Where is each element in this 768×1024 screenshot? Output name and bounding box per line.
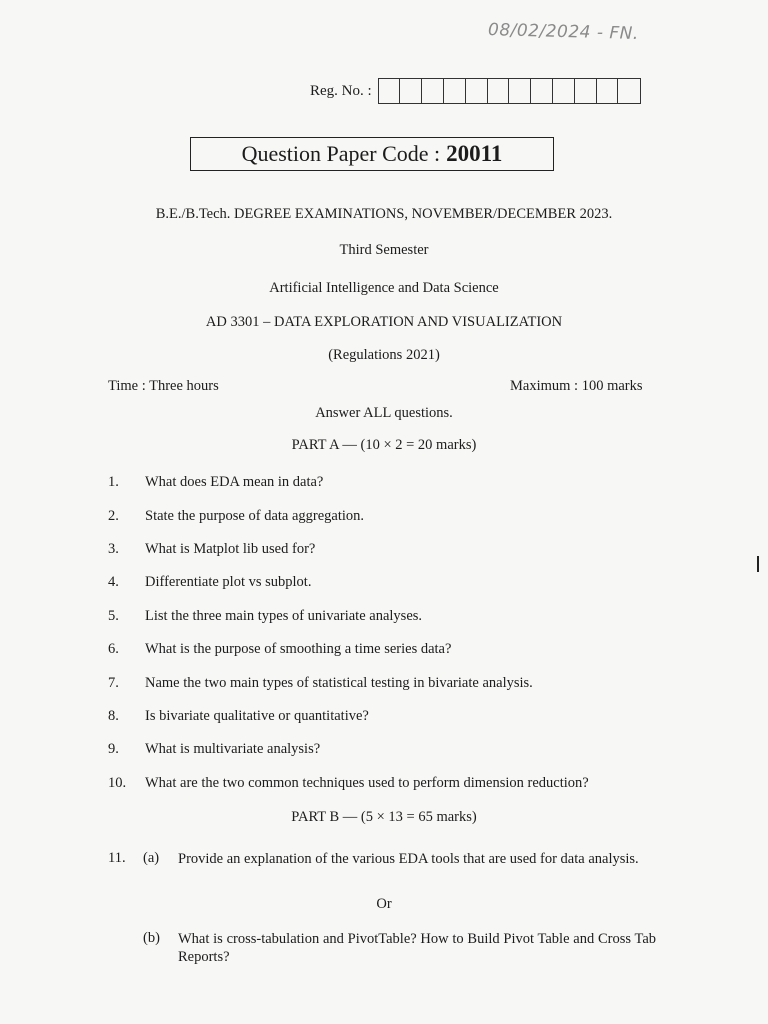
option-b-label: (b) bbox=[143, 930, 160, 946]
semester: Third Semester bbox=[339, 242, 429, 258]
question-text: Is bivariate qualitative or quantitative? bbox=[145, 708, 369, 724]
question-number: 8. bbox=[108, 708, 119, 724]
question-text: List the three main types of univariate analyses. bbox=[145, 608, 423, 624]
reg-digit-box bbox=[553, 79, 575, 103]
question-number: 10. bbox=[108, 775, 127, 791]
regulations: (Regulations 2021) bbox=[328, 347, 440, 363]
reg-digit-box bbox=[488, 79, 510, 103]
margin-mark bbox=[757, 556, 759, 572]
question-text: What is Matplot lib used for? bbox=[145, 541, 316, 557]
reg-digit-box bbox=[531, 79, 553, 103]
reg-digit-box bbox=[466, 79, 488, 103]
option-a-text: Provide an explanation of the various EDA tools that are used for data analysis. bbox=[178, 851, 639, 867]
exam-title: B.E./B.Tech. DEGREE EXAMINATIONS, NOVEMBER/DECEMBER 2023. bbox=[155, 206, 613, 222]
reg-digit-box bbox=[422, 79, 444, 103]
question-text: Name the two main types of statistical testing in bivariate analysis. bbox=[145, 675, 533, 691]
question-text: What is the purpose of smoothing a time series data? bbox=[145, 641, 452, 657]
question-number: 3. bbox=[108, 541, 119, 557]
maximum-marks: Maximum : 100 marks bbox=[510, 378, 643, 394]
time-allowed: Time : Three hours bbox=[108, 378, 219, 394]
question-paper-code-box bbox=[190, 137, 554, 171]
reg-number-boxes bbox=[378, 78, 642, 104]
question-text: State the purpose of data aggregation. bbox=[145, 508, 365, 524]
question-number: 9. bbox=[108, 741, 119, 757]
question-number: 6. bbox=[108, 641, 119, 657]
reg-digit-box bbox=[597, 79, 619, 103]
question-number: 5. bbox=[108, 608, 119, 624]
reg-digit-box bbox=[379, 79, 401, 103]
department: Artificial Intelligence and Data Science bbox=[269, 280, 499, 296]
part-b-title: PART B — (5 × 13 = 65 marks) bbox=[291, 809, 477, 825]
question-text: What does EDA mean in data? bbox=[145, 474, 324, 490]
reg-digit-box bbox=[509, 79, 531, 103]
reg-number-label: Reg. No. : bbox=[310, 82, 372, 99]
or-separator: Or bbox=[376, 896, 392, 912]
handwritten-date: 08/02/2024 - FN. bbox=[487, 20, 640, 44]
instruction: Answer ALL questions. bbox=[315, 405, 453, 421]
question-text: What are the two common techniques used to perform dimension reduction? bbox=[145, 775, 589, 791]
question-number: 4. bbox=[108, 574, 119, 590]
reg-digit-box bbox=[400, 79, 422, 103]
question-number: 2. bbox=[108, 508, 119, 524]
reg-number-row bbox=[310, 78, 641, 104]
course-title: AD 3301 – DATA EXPLORATION AND VISUALIZATION bbox=[205, 314, 563, 330]
question-number: 7. bbox=[108, 675, 119, 691]
question-number: 1. bbox=[108, 474, 119, 490]
question-text: Differentiate plot vs subplot. bbox=[145, 574, 312, 590]
option-a-label: (a) bbox=[143, 850, 160, 866]
question-number: 11. bbox=[108, 850, 126, 866]
reg-digit-box bbox=[444, 79, 466, 103]
option-b-text: What is cross-tabulation and PivotTable? How to Build Pivot Table and Cross Tab Reports? bbox=[178, 931, 656, 965]
paper-code-label: Question Paper Code : bbox=[241, 141, 441, 166]
paper-code-value: 20011 bbox=[446, 141, 503, 166]
reg-digit-box bbox=[618, 79, 640, 103]
question-text: What is multivariate analysis? bbox=[145, 741, 321, 757]
part-a-title: PART A — (10 × 2 = 20 marks) bbox=[291, 437, 477, 453]
reg-digit-box bbox=[575, 79, 597, 103]
